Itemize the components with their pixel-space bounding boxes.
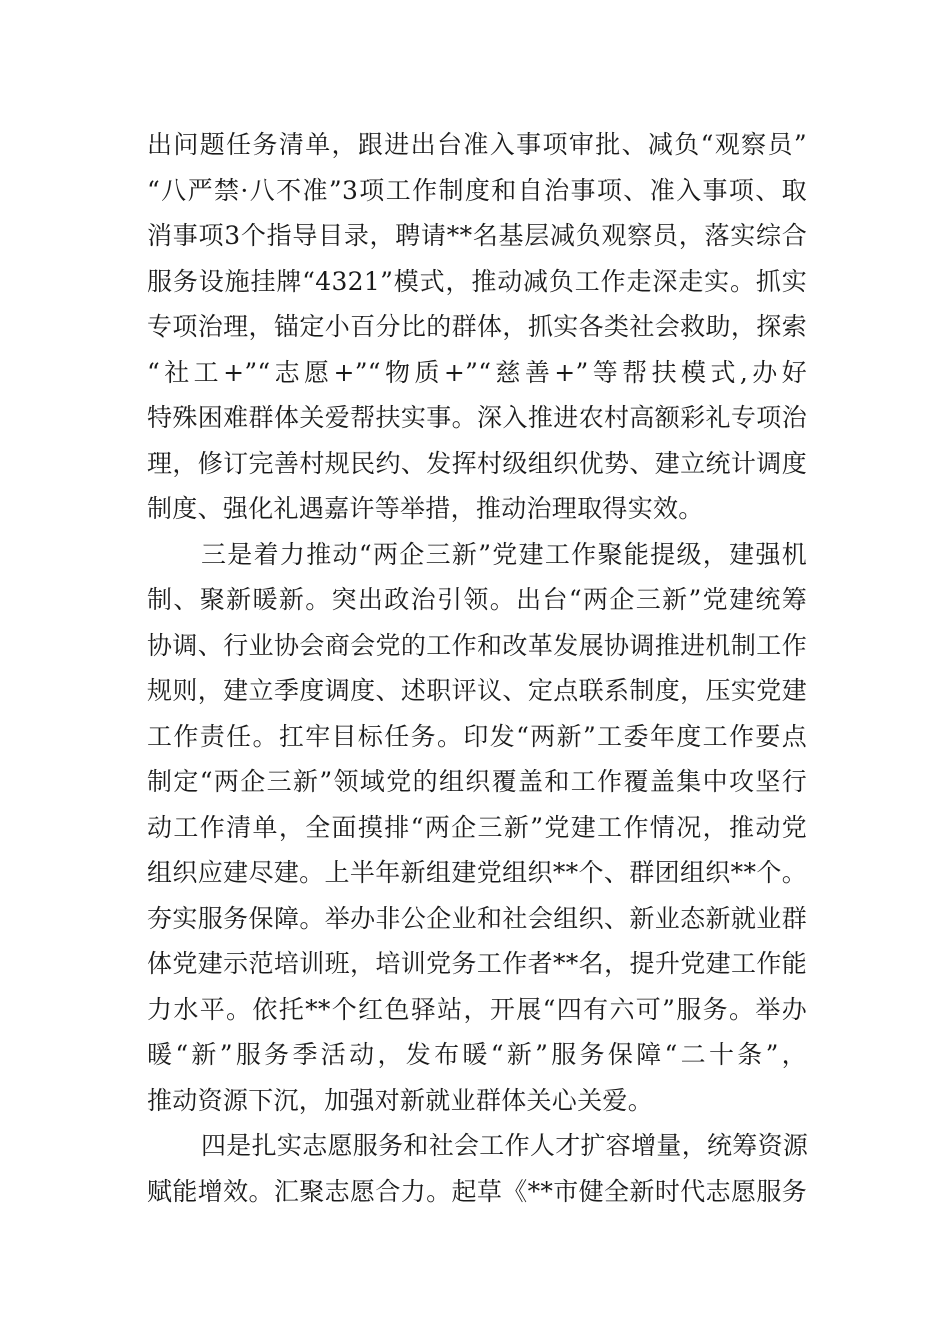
paragraph2-line: 协调、行业协会商会党的工作和改革发展协调推进机制工作: [147, 630, 807, 660]
body-text: [147, 122, 807, 1214]
paragraph2-line: 体党建示范培训班，培训党务工作者**名，提升党建工作能: [147, 949, 807, 978]
paragraph2-line: 三是着力推动“两企三新”党建工作聚能提级，建强机: [201, 539, 807, 569]
paragraph1-line: 理，修订完善村规民约、发挥村级组织优势、建立统计调度: [147, 448, 807, 478]
paragraph1-line: 出问题任务清单，跟进出台准入事项审批、减负“观察员”: [147, 130, 807, 159]
paragraph1-line: “社工+”“志愿+”“物质+”“慈善+”等帮扶模式,办好: [147, 357, 807, 387]
paragraph2-line: 力水平。依托**个红色驿站，开展“四有六可”服务。举办: [147, 994, 807, 1024]
paragraph2-line: 暖“新”服务季活动，发布暖“新”服务保障“二十条”，: [147, 1040, 807, 1069]
paragraph2-line: 制、聚新暖新。突出政治引领。出台“两企三新”党建统筹: [147, 585, 807, 614]
paragraph2-line: 组织应建尽建。上半年新组建党组织**个、群团组织**个。: [147, 858, 807, 887]
paragraph2-line: 夯实服务保障。举办非公企业和社会组织、新业态新就业群: [147, 903, 807, 933]
paragraph2-line: 推动资源下沉，加强对新就业群体关心关爱。: [147, 1085, 654, 1115]
paragraph1-line: 特殊困难群体关爱帮扶实事。深入推进农村高额彩礼专项治: [147, 403, 807, 432]
paragraph1-line: 制度、强化礼遇嘉许等举措，推动治理取得实效。: [147, 494, 704, 523]
paragraph1-line: 消事项3个指导目录，聘请**名基层减负观察员，落实综合: [147, 221, 807, 250]
paragraph1-line: “八严禁·八不准”3项工作制度和自治事项、准入事项、取: [147, 175, 807, 205]
paragraph2-line: 规则，建立季度调度、述职评议、定点联系制度，压实党建: [147, 676, 807, 705]
paragraph2-line: 制定“两企三新”领域党的组织覆盖和工作覆盖集中攻坚行: [147, 767, 807, 796]
paragraph2-line: 动工作清单，全面摸排“两企三新”党建工作情况，推动党: [147, 812, 807, 842]
paragraph2-line: 工作责任。扛牢目标任务。印发“两新”工委年度工作要点: [147, 721, 807, 751]
paragraph1-line: 服务设施挂牌“4321”模式，推动减负工作走深走实。抓实: [147, 266, 807, 296]
paragraph3-line: 赋能增效。汇聚志愿合力。起草《**市健全新时代志愿服务: [147, 1176, 807, 1206]
paragraph3-line: 四是扎实志愿服务和社会工作人才扩容增量，统筹资源: [201, 1131, 809, 1160]
paragraph1-line: 专项治理，锚定小百分比的群体，抓实各类社会救助，探索: [147, 312, 807, 341]
